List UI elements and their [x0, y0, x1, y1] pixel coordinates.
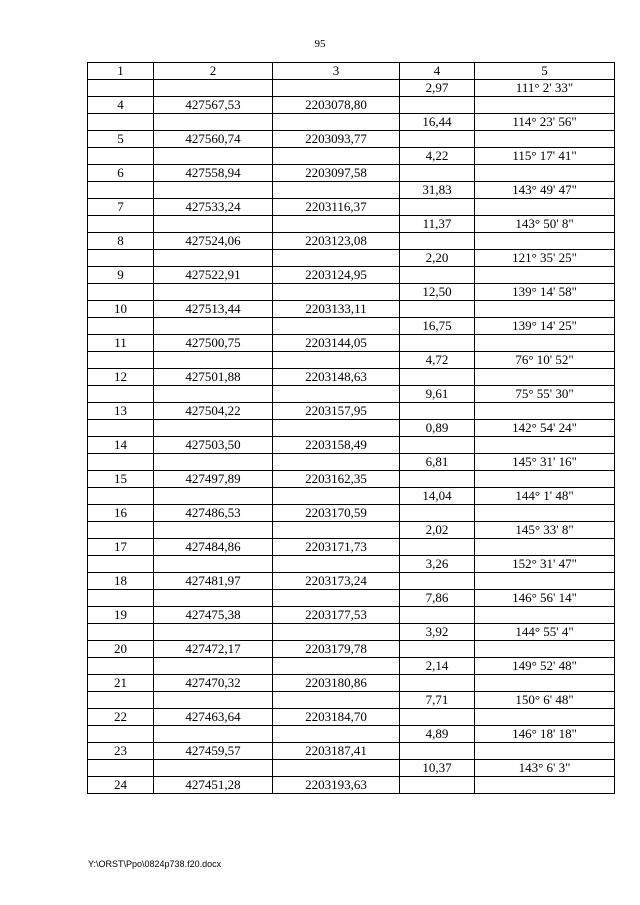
bearing-cell [475, 267, 615, 284]
point-number-cell [88, 726, 154, 743]
table-row [88, 437, 615, 454]
table-row [88, 454, 615, 471]
table-row [88, 488, 615, 505]
point-number-cell [88, 488, 154, 505]
distance-cell: 4,22 [400, 148, 475, 165]
bearing-cell [475, 709, 615, 726]
distance-cell [400, 369, 475, 386]
y-coordinate-cell [273, 216, 400, 233]
bearing-cell [475, 165, 615, 182]
y-coordinate-cell [273, 386, 400, 403]
bearing-cell [475, 131, 615, 148]
table-row [88, 250, 615, 267]
point-number-cell: 13 [88, 403, 154, 420]
bearing-cell [475, 573, 615, 590]
bearing-cell [475, 97, 615, 114]
x-coordinate-cell: 427522,91 [154, 267, 273, 284]
bearing-cell: 146° 56' 14" [475, 590, 615, 607]
x-coordinate-cell: 427533,24 [154, 199, 273, 216]
y-coordinate-cell [273, 454, 400, 471]
x-coordinate-cell [154, 284, 273, 301]
distance-cell: 4,72 [400, 352, 475, 369]
x-coordinate-cell [154, 250, 273, 267]
point-number-cell [88, 522, 154, 539]
table-row [88, 692, 615, 709]
table-row [88, 675, 615, 692]
table-row [88, 709, 615, 726]
distance-cell: 2,14 [400, 658, 475, 675]
y-coordinate-cell: 2203177,53 [273, 607, 400, 624]
table-row [88, 199, 615, 216]
point-number-cell: 7 [88, 199, 154, 216]
x-coordinate-cell: 427484,86 [154, 539, 273, 556]
table-row [88, 267, 615, 284]
y-coordinate-cell: 2203170,59 [273, 505, 400, 522]
table-row [88, 148, 615, 165]
bearing-cell: 76° 10' 52" [475, 352, 615, 369]
table-row [88, 318, 615, 335]
y-coordinate-cell [273, 522, 400, 539]
y-coordinate-cell: 2203123,08 [273, 233, 400, 250]
table-row [88, 590, 615, 607]
bearing-cell: 143° 49' 47" [475, 182, 615, 199]
distance-cell: 16,75 [400, 318, 475, 335]
point-number-cell: 6 [88, 165, 154, 182]
bearing-cell [475, 403, 615, 420]
y-coordinate-cell: 2203162,35 [273, 471, 400, 488]
x-coordinate-cell [154, 420, 273, 437]
distance-cell: 9,61 [400, 386, 475, 403]
y-coordinate-cell: 2203093,77 [273, 131, 400, 148]
table-row [88, 165, 615, 182]
table-row [88, 386, 615, 403]
point-number-cell [88, 352, 154, 369]
bearing-cell: 121° 35' 25" [475, 250, 615, 267]
point-number-cell [88, 760, 154, 777]
point-number-cell: 17 [88, 539, 154, 556]
point-number-cell: 8 [88, 233, 154, 250]
distance-cell [400, 335, 475, 352]
point-number-cell: 20 [88, 641, 154, 658]
point-number-cell: 22 [88, 709, 154, 726]
distance-cell: 4,89 [400, 726, 475, 743]
distance-cell [400, 573, 475, 590]
point-number-cell: 4 [88, 97, 154, 114]
y-coordinate-cell: 2203097,58 [273, 165, 400, 182]
bearing-cell: 152° 31' 47" [475, 556, 615, 573]
table-row [88, 760, 615, 777]
point-number-cell [88, 318, 154, 335]
y-coordinate-cell [273, 182, 400, 199]
x-coordinate-cell [154, 726, 273, 743]
point-number-cell: 11 [88, 335, 154, 352]
y-coordinate-cell: 2203144,05 [273, 335, 400, 352]
footer-file-path: Y:\ORST\Ppo\0824p738.f20.docx [88, 859, 222, 869]
distance-cell: 10,37 [400, 760, 475, 777]
bearing-cell [475, 335, 615, 352]
point-number-cell [88, 182, 154, 199]
table-row [88, 131, 615, 148]
y-coordinate-cell: 2203148,63 [273, 369, 400, 386]
x-coordinate-cell [154, 556, 273, 573]
x-coordinate-cell: 427472,17 [154, 641, 273, 658]
distance-cell: 14,04 [400, 488, 475, 505]
table-row [88, 726, 615, 743]
y-coordinate-cell [273, 624, 400, 641]
x-coordinate-cell [154, 488, 273, 505]
x-coordinate-cell: 427459,57 [154, 743, 273, 760]
y-coordinate-cell [273, 760, 400, 777]
bearing-cell: 145° 33' 8" [475, 522, 615, 539]
x-coordinate-cell: 427463,64 [154, 709, 273, 726]
table-body [88, 80, 615, 794]
table-row [88, 352, 615, 369]
table-row [88, 182, 615, 199]
distance-cell [400, 267, 475, 284]
x-coordinate-cell: 427524,06 [154, 233, 273, 250]
distance-cell [400, 131, 475, 148]
bearing-cell [475, 233, 615, 250]
y-coordinate-cell [273, 318, 400, 335]
table-row [88, 114, 615, 131]
x-coordinate-cell: 427513,44 [154, 301, 273, 318]
distance-cell [400, 675, 475, 692]
table-row [88, 216, 615, 233]
table-row [88, 471, 615, 488]
distance-cell: 6,81 [400, 454, 475, 471]
x-coordinate-cell [154, 522, 273, 539]
bearing-cell: 139° 14' 58" [475, 284, 615, 301]
y-coordinate-cell [273, 658, 400, 675]
y-coordinate-cell: 2203078,80 [273, 97, 400, 114]
distance-cell [400, 607, 475, 624]
distance-cell [400, 199, 475, 216]
header-col-3: 3 [273, 63, 400, 80]
x-coordinate-cell [154, 148, 273, 165]
table-row [88, 573, 615, 590]
y-coordinate-cell [273, 114, 400, 131]
bearing-cell: 150° 6' 48" [475, 692, 615, 709]
point-number-cell [88, 386, 154, 403]
distance-cell [400, 743, 475, 760]
bearing-cell [475, 743, 615, 760]
table-row [88, 335, 615, 352]
distance-cell [400, 641, 475, 658]
point-number-cell [88, 420, 154, 437]
point-number-cell: 18 [88, 573, 154, 590]
point-number-cell: 5 [88, 131, 154, 148]
x-coordinate-cell: 427558,94 [154, 165, 273, 182]
x-coordinate-cell [154, 454, 273, 471]
x-coordinate-cell [154, 624, 273, 641]
table-row [88, 556, 615, 573]
table-row [88, 80, 615, 97]
bearing-cell [475, 607, 615, 624]
point-number-cell [88, 454, 154, 471]
distance-cell [400, 709, 475, 726]
table-row [88, 301, 615, 318]
y-coordinate-cell [273, 488, 400, 505]
table-row [88, 420, 615, 437]
point-number-cell: 12 [88, 369, 154, 386]
distance-cell: 3,92 [400, 624, 475, 641]
x-coordinate-cell: 427567,53 [154, 97, 273, 114]
bearing-cell [475, 777, 615, 794]
point-number-cell: 15 [88, 471, 154, 488]
distance-cell: 7,86 [400, 590, 475, 607]
point-number-cell [88, 624, 154, 641]
bearing-cell [475, 675, 615, 692]
distance-cell: 2,20 [400, 250, 475, 267]
header-col-1: 1 [88, 63, 154, 80]
y-coordinate-cell: 2203184,70 [273, 709, 400, 726]
x-coordinate-cell: 427500,75 [154, 335, 273, 352]
y-coordinate-cell [273, 556, 400, 573]
table-row [88, 624, 615, 641]
distance-cell: 16,44 [400, 114, 475, 131]
x-coordinate-cell: 427470,32 [154, 675, 273, 692]
distance-cell: 0,89 [400, 420, 475, 437]
point-number-cell: 9 [88, 267, 154, 284]
table-row [88, 641, 615, 658]
y-coordinate-cell: 2203179,78 [273, 641, 400, 658]
point-number-cell [88, 556, 154, 573]
table-row [88, 284, 615, 301]
x-coordinate-cell [154, 114, 273, 131]
point-number-cell [88, 148, 154, 165]
bearing-cell [475, 301, 615, 318]
table-row [88, 403, 615, 420]
y-coordinate-cell: 2203158,49 [273, 437, 400, 454]
bearing-cell: 146° 18' 18" [475, 726, 615, 743]
distance-cell [400, 233, 475, 250]
table-row [88, 233, 615, 250]
bearing-cell: 149° 52' 48" [475, 658, 615, 675]
y-coordinate-cell [273, 352, 400, 369]
bearing-cell: 144° 1' 48" [475, 488, 615, 505]
x-coordinate-cell [154, 352, 273, 369]
y-coordinate-cell [273, 284, 400, 301]
point-number-cell: 14 [88, 437, 154, 454]
point-number-cell: 16 [88, 505, 154, 522]
point-number-cell [88, 590, 154, 607]
y-coordinate-cell: 2203173,24 [273, 573, 400, 590]
distance-cell: 7,71 [400, 692, 475, 709]
table-row [88, 539, 615, 556]
header-col-2: 2 [154, 63, 273, 80]
bearing-cell [475, 369, 615, 386]
x-coordinate-cell: 427475,38 [154, 607, 273, 624]
table-row [88, 505, 615, 522]
point-number-cell [88, 114, 154, 131]
point-number-cell: 10 [88, 301, 154, 318]
distance-cell [400, 777, 475, 794]
bearing-cell: 75° 55' 30" [475, 386, 615, 403]
bearing-cell: 115° 17' 41" [475, 148, 615, 165]
bearing-cell: 143° 50' 8" [475, 216, 615, 233]
point-number-cell: 19 [88, 607, 154, 624]
coordinates-table [87, 62, 615, 794]
distance-cell: 11,37 [400, 216, 475, 233]
distance-cell [400, 437, 475, 454]
x-coordinate-cell: 427501,88 [154, 369, 273, 386]
table-row [88, 658, 615, 675]
distance-cell [400, 539, 475, 556]
y-coordinate-cell: 2203180,86 [273, 675, 400, 692]
bearing-cell: 143° 6' 3" [475, 760, 615, 777]
x-coordinate-cell: 427504,22 [154, 403, 273, 420]
point-number-cell [88, 284, 154, 301]
x-coordinate-cell: 427560,74 [154, 131, 273, 148]
x-coordinate-cell [154, 590, 273, 607]
x-coordinate-cell: 427451,28 [154, 777, 273, 794]
table-row [88, 607, 615, 624]
x-coordinate-cell: 427481,97 [154, 573, 273, 590]
table-row [88, 97, 615, 114]
distance-cell [400, 165, 475, 182]
point-number-cell: 21 [88, 675, 154, 692]
distance-cell [400, 471, 475, 488]
point-number-cell: 24 [88, 777, 154, 794]
table-row [88, 743, 615, 760]
point-number-cell [88, 80, 154, 97]
x-coordinate-cell [154, 216, 273, 233]
distance-cell: 2,97 [400, 80, 475, 97]
bearing-cell: 139° 14' 25" [475, 318, 615, 335]
bearing-cell [475, 471, 615, 488]
x-coordinate-cell [154, 386, 273, 403]
y-coordinate-cell: 2203171,73 [273, 539, 400, 556]
x-coordinate-cell: 427486,53 [154, 505, 273, 522]
x-coordinate-cell [154, 182, 273, 199]
x-coordinate-cell [154, 760, 273, 777]
table-header-row [88, 63, 615, 80]
y-coordinate-cell: 2203124,95 [273, 267, 400, 284]
y-coordinate-cell: 2203157,95 [273, 403, 400, 420]
y-coordinate-cell [273, 250, 400, 267]
x-coordinate-cell [154, 318, 273, 335]
bearing-cell: 114° 23' 56" [475, 114, 615, 131]
y-coordinate-cell: 2203133,11 [273, 301, 400, 318]
y-coordinate-cell [273, 692, 400, 709]
bearing-cell [475, 641, 615, 658]
bearing-cell [475, 539, 615, 556]
distance-cell [400, 403, 475, 420]
x-coordinate-cell [154, 80, 273, 97]
x-coordinate-cell [154, 658, 273, 675]
distance-cell [400, 505, 475, 522]
y-coordinate-cell: 2203187,41 [273, 743, 400, 760]
bearing-cell [475, 505, 615, 522]
distance-cell: 3,26 [400, 556, 475, 573]
point-number-cell [88, 658, 154, 675]
bearing-cell: 142° 54' 24" [475, 420, 615, 437]
y-coordinate-cell [273, 590, 400, 607]
point-number-cell [88, 250, 154, 267]
bearing-cell [475, 199, 615, 216]
table-row [88, 777, 615, 794]
header-col-4: 4 [400, 63, 475, 80]
y-coordinate-cell [273, 80, 400, 97]
y-coordinate-cell [273, 148, 400, 165]
y-coordinate-cell: 2203116,37 [273, 199, 400, 216]
header-col-5: 5 [475, 63, 615, 80]
y-coordinate-cell [273, 420, 400, 437]
table-row [88, 369, 615, 386]
y-coordinate-cell: 2203193,63 [273, 777, 400, 794]
bearing-cell: 144° 55' 4" [475, 624, 615, 641]
x-coordinate-cell: 427503,50 [154, 437, 273, 454]
point-number-cell [88, 692, 154, 709]
y-coordinate-cell [273, 726, 400, 743]
distance-cell [400, 301, 475, 318]
distance-cell [400, 97, 475, 114]
distance-cell: 31,83 [400, 182, 475, 199]
bearing-cell: 145° 31' 16" [475, 454, 615, 471]
point-number-cell [88, 216, 154, 233]
x-coordinate-cell: 427497,89 [154, 471, 273, 488]
distance-cell: 2,02 [400, 522, 475, 539]
page-number: 95 [314, 38, 326, 50]
distance-cell: 12,50 [400, 284, 475, 301]
table-row [88, 522, 615, 539]
x-coordinate-cell [154, 692, 273, 709]
bearing-cell: 111° 2' 33" [475, 80, 615, 97]
point-number-cell: 23 [88, 743, 154, 760]
bearing-cell [475, 437, 615, 454]
